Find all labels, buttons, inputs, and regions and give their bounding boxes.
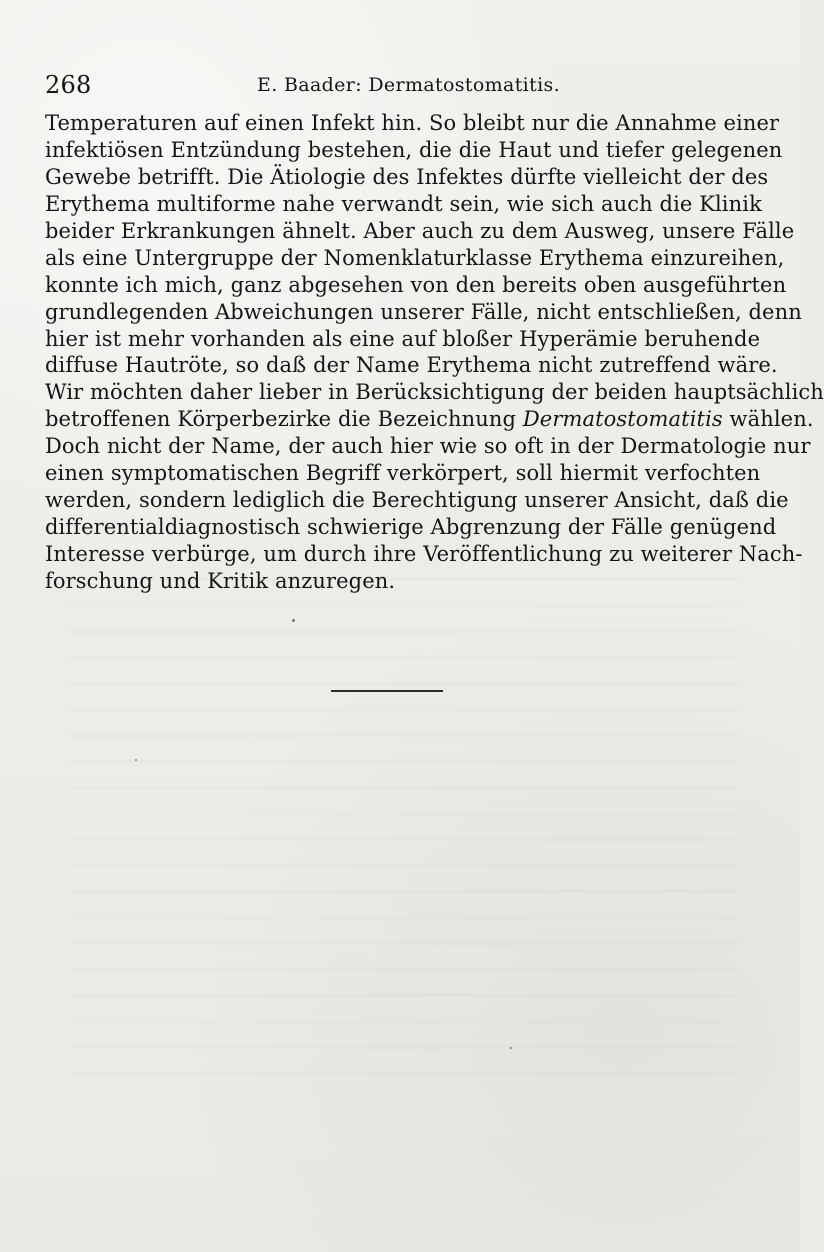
show-through-text-texture [70,555,740,1075]
section-end-rule [331,690,443,692]
body-line-11: Wir möchten daher lieber in Berücksichtigung der beiden hauptsächlich [45,380,824,405]
body-line-1: Temperaturen auf einen Infekt hin. So bleibt nur die Annahme einer [45,111,780,135]
body-line-6: als eine Untergruppe der Nomenklaturklasse Erythema einzureihen, [45,245,785,270]
body-line-7: konnte ich mich, ganz abgesehen von den bereits oben ausgeführten [45,272,787,297]
body-line-2: infektiösen Entzündung bestehen, die die Haut und tiefer gelegenen [45,137,783,162]
body-line-3: Gewebe betrifft. Die Ätiologie des Infektes dürfte vielleicht der des [45,164,769,189]
body-line-12-before: betroffenen Körperbezirke die Bezeichnung [45,407,523,432]
body-line-9: hier ist mehr vorhanden als eine auf bloßer Hyperämie beruhende [45,326,761,351]
body-line-12-after: wählen. [722,407,814,432]
body-line-10: diffuse Hautröte, so daß der Name Erythema nicht zutreffend wäre. [45,353,778,378]
print-speck [510,1047,512,1049]
body-line-17: Interesse verbürge, um durch ihre Veröffentlichung zu weiterer Nach- [45,542,803,566]
print-speck [292,619,295,622]
body-line-14: einen symptomatischen Begriff verkörpert, soll hiermit verfochten [45,461,761,486]
print-speck [135,759,137,761]
body-line-13: Doch nicht der Name, der auch hier wie so oft in der Dermatologie nur [45,434,811,459]
body-line-16: differentialdiagnostisch schwierige Abgrenzung der Fälle genügend [45,515,777,540]
term-dermatostomatitis: Dermatostomatitis [522,407,723,432]
body-line-15: werden, sondern lediglich die Berechtigung unserer Ansicht, daß die [45,488,789,513]
page-number: 268 [45,71,92,99]
body-line-18: forschung und Kritik anzuregen. [45,568,396,593]
body-line-8: grundlegenden Abweichungen unserer Fälle, nicht entschließen, denn [45,299,802,324]
body-line-4: Erythema multiforme nahe verwandt sein, wie sich auch die Klinik [45,191,762,216]
body-paragraph [45,110,824,595]
body-line-12 [45,406,814,433]
body-line-5: beider Erkrankungen ähnelt. Aber auch zu dem Ausweg, unsere Fälle [45,218,795,243]
page-header [45,70,755,100]
running-head: E. Baader: Dermatostomatitis. [257,74,561,96]
